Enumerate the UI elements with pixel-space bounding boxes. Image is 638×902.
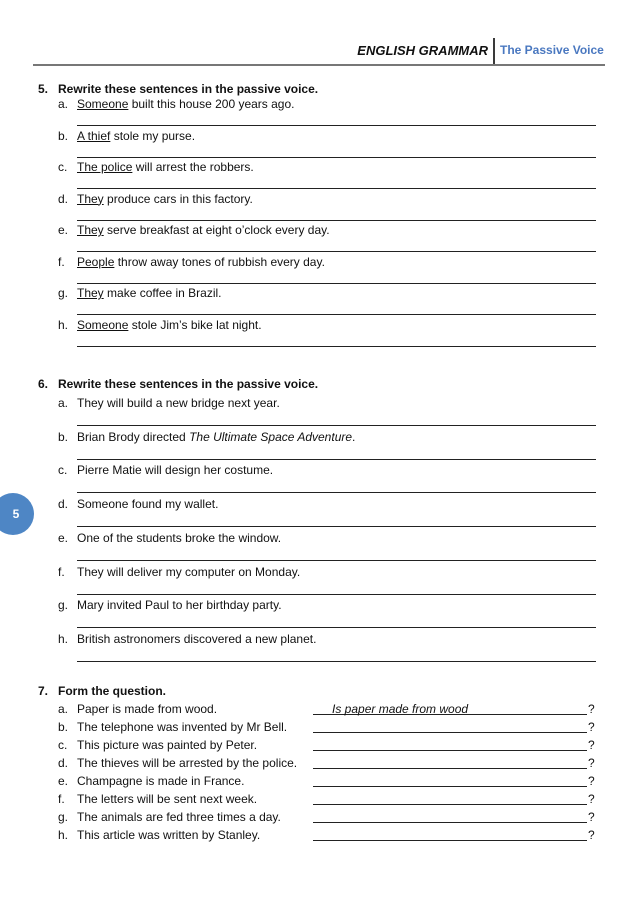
statement-text: This article was written by Stanley. xyxy=(77,828,261,842)
answer-line[interactable] xyxy=(77,125,596,126)
question-mark: ? xyxy=(588,720,595,734)
sentence-item xyxy=(58,497,218,511)
question-mark: ? xyxy=(588,810,595,824)
item-letter: h. xyxy=(58,317,69,332)
sentence-item xyxy=(58,192,253,206)
exercise-instruction: Rewrite these sentences in the passive voice. xyxy=(58,82,319,96)
item-letter: c. xyxy=(58,463,68,478)
item-letter: a. xyxy=(58,396,69,410)
exercise-instruction: Rewrite these sentences in the passive voice. xyxy=(58,377,319,391)
answer-line[interactable] xyxy=(77,346,596,347)
item-letter: h. xyxy=(58,828,69,842)
sentence-item xyxy=(58,129,195,143)
sentence-text: They will build a new bridge next year. xyxy=(77,396,280,410)
header-separator xyxy=(493,38,495,64)
item-letter: b. xyxy=(58,128,69,143)
item-letter: f. xyxy=(58,564,65,579)
sentence-item xyxy=(58,598,282,612)
header-rule xyxy=(33,64,605,66)
sentence-item xyxy=(58,565,300,579)
sentence-item xyxy=(58,396,280,410)
underlined-subject: They xyxy=(77,191,104,206)
exercise-number: 7. xyxy=(38,684,49,698)
answer-line[interactable] xyxy=(77,459,596,460)
sentence-item xyxy=(58,463,273,477)
answer-line[interactable] xyxy=(77,157,596,158)
answer-blank[interactable] xyxy=(313,768,587,769)
underlined-subject: A thief xyxy=(77,128,111,143)
sentence-text: Someone found my wallet. xyxy=(77,497,219,512)
answer-blank[interactable] xyxy=(313,822,587,823)
answer-blank[interactable] xyxy=(313,804,587,805)
answer-line[interactable] xyxy=(77,526,596,527)
sentence-item xyxy=(58,160,254,174)
item-letter: d. xyxy=(58,191,69,206)
item-letter: f. xyxy=(58,792,65,806)
exercise-number: 5. xyxy=(38,82,49,96)
item-letter: e. xyxy=(58,774,69,788)
statement-text: Champagne is made in France. xyxy=(77,774,245,788)
item-letter: g. xyxy=(58,598,69,613)
underlined-subject: They xyxy=(77,223,104,237)
item-letter: e. xyxy=(58,530,69,545)
item-letter: h. xyxy=(58,631,69,646)
question-item xyxy=(58,738,598,754)
answer-line[interactable] xyxy=(77,283,596,284)
answer-text: Is paper made from wood xyxy=(332,702,469,716)
sentence-rest: built this house 200 years ago. xyxy=(128,97,295,111)
sentence-item xyxy=(58,632,316,646)
sentence-text: Mary invited Paul to her birthday party. xyxy=(77,598,282,613)
page-header xyxy=(0,38,638,68)
question-item xyxy=(58,756,598,772)
answer-line[interactable] xyxy=(77,188,596,189)
sentence-item xyxy=(58,531,281,545)
answer-blank[interactable] xyxy=(313,786,587,787)
statement-text: The thieves will be arrested by the police. xyxy=(77,756,298,770)
item-letter: d. xyxy=(58,497,69,512)
sentence-item xyxy=(58,255,325,269)
sentence-rest: make coffee in Brazil. xyxy=(103,286,222,300)
question-item xyxy=(58,828,598,844)
item-letter: g. xyxy=(58,286,69,300)
statement-text: Paper is made from wood. xyxy=(77,702,218,716)
sentence-rest: will arrest the robbers. xyxy=(132,160,254,174)
item-letter: a. xyxy=(58,702,69,716)
answer-line[interactable] xyxy=(77,560,596,561)
header-subtitle: The Passive Voice xyxy=(500,43,604,57)
question-item xyxy=(58,702,598,718)
answer-blank[interactable] xyxy=(313,732,587,733)
italic-title: The Ultimate Space Adventure xyxy=(189,429,353,444)
sentence-item xyxy=(58,223,330,237)
sentence-rest: stole my purse. xyxy=(110,128,196,143)
sentence-text: British astronomers discovered a new planet. xyxy=(77,631,317,646)
question-mark: ? xyxy=(588,792,595,806)
sentence-text: Pierre Matie will design her costume. xyxy=(77,463,274,478)
answer-blank[interactable] xyxy=(313,840,587,841)
answer-line[interactable] xyxy=(77,661,596,662)
item-letter: c. xyxy=(58,160,68,174)
answer-line[interactable] xyxy=(77,492,596,493)
answer-line[interactable] xyxy=(77,627,596,628)
item-letter: b. xyxy=(58,429,69,444)
sentence-rest: throw away tones of rubbish every day. xyxy=(114,254,325,269)
answer-line[interactable] xyxy=(77,425,596,426)
item-letter: c. xyxy=(58,738,68,752)
underlined-subject: Someone xyxy=(77,97,129,111)
statement-text: The animals are fed three times a day. xyxy=(77,810,281,824)
answer-line[interactable] xyxy=(77,251,596,252)
answer-line[interactable] xyxy=(77,220,596,221)
sentence-rest: produce cars in this factory. xyxy=(103,191,253,206)
sentence-item xyxy=(58,97,294,111)
sentence-end: . xyxy=(352,429,356,444)
sentence-text: Brian Brody directed xyxy=(77,429,190,444)
sentence-rest: serve breakfast at eight o’clock every day. xyxy=(103,223,330,237)
item-letter: g. xyxy=(58,810,69,824)
underlined-subject: They xyxy=(77,286,104,300)
answer-blank[interactable] xyxy=(313,750,587,751)
underlined-subject: The police xyxy=(77,160,133,174)
underlined-subject: People xyxy=(77,254,115,269)
question-mark: ? xyxy=(588,828,595,842)
underlined-subject: Someone xyxy=(77,317,129,332)
header-title: ENGLISH GRAMMAR xyxy=(357,43,488,58)
question-item xyxy=(58,810,598,826)
answer-line[interactable] xyxy=(77,594,596,595)
question-mark: ? xyxy=(588,738,595,752)
question-mark: ? xyxy=(588,702,595,716)
exercise-7-heading xyxy=(38,684,166,698)
exercise-number: 6. xyxy=(38,377,49,391)
answer-line[interactable] xyxy=(77,314,596,315)
item-letter: f. xyxy=(58,254,65,269)
statement-text: The letters will be sent next week. xyxy=(77,792,258,806)
sentence-text: They will deliver my computer on Monday. xyxy=(77,564,301,579)
item-letter: e. xyxy=(58,223,69,237)
sentence-item xyxy=(58,318,262,332)
exercise-5-heading xyxy=(38,82,318,96)
statement-text: This picture was painted by Peter. xyxy=(77,738,258,752)
sentence-rest: stole Jim’s bike lat night. xyxy=(128,317,262,332)
sentence-text: One of the students broke the window. xyxy=(77,530,282,545)
exercise-6-heading xyxy=(38,377,318,391)
page-number-badge: 5 xyxy=(0,493,34,535)
statement-text: The telephone was invented by Mr Bell. xyxy=(77,720,288,734)
question-mark: ? xyxy=(588,774,595,788)
sentence-item xyxy=(58,430,355,444)
item-letter: b. xyxy=(58,720,69,734)
item-letter: a. xyxy=(58,97,69,111)
exercise-instruction: Form the question. xyxy=(58,684,166,698)
item-letter: d. xyxy=(58,756,69,770)
question-mark: ? xyxy=(588,756,595,770)
question-item xyxy=(58,774,598,790)
question-item xyxy=(58,792,598,808)
sentence-item xyxy=(58,286,222,300)
question-item xyxy=(58,720,598,736)
